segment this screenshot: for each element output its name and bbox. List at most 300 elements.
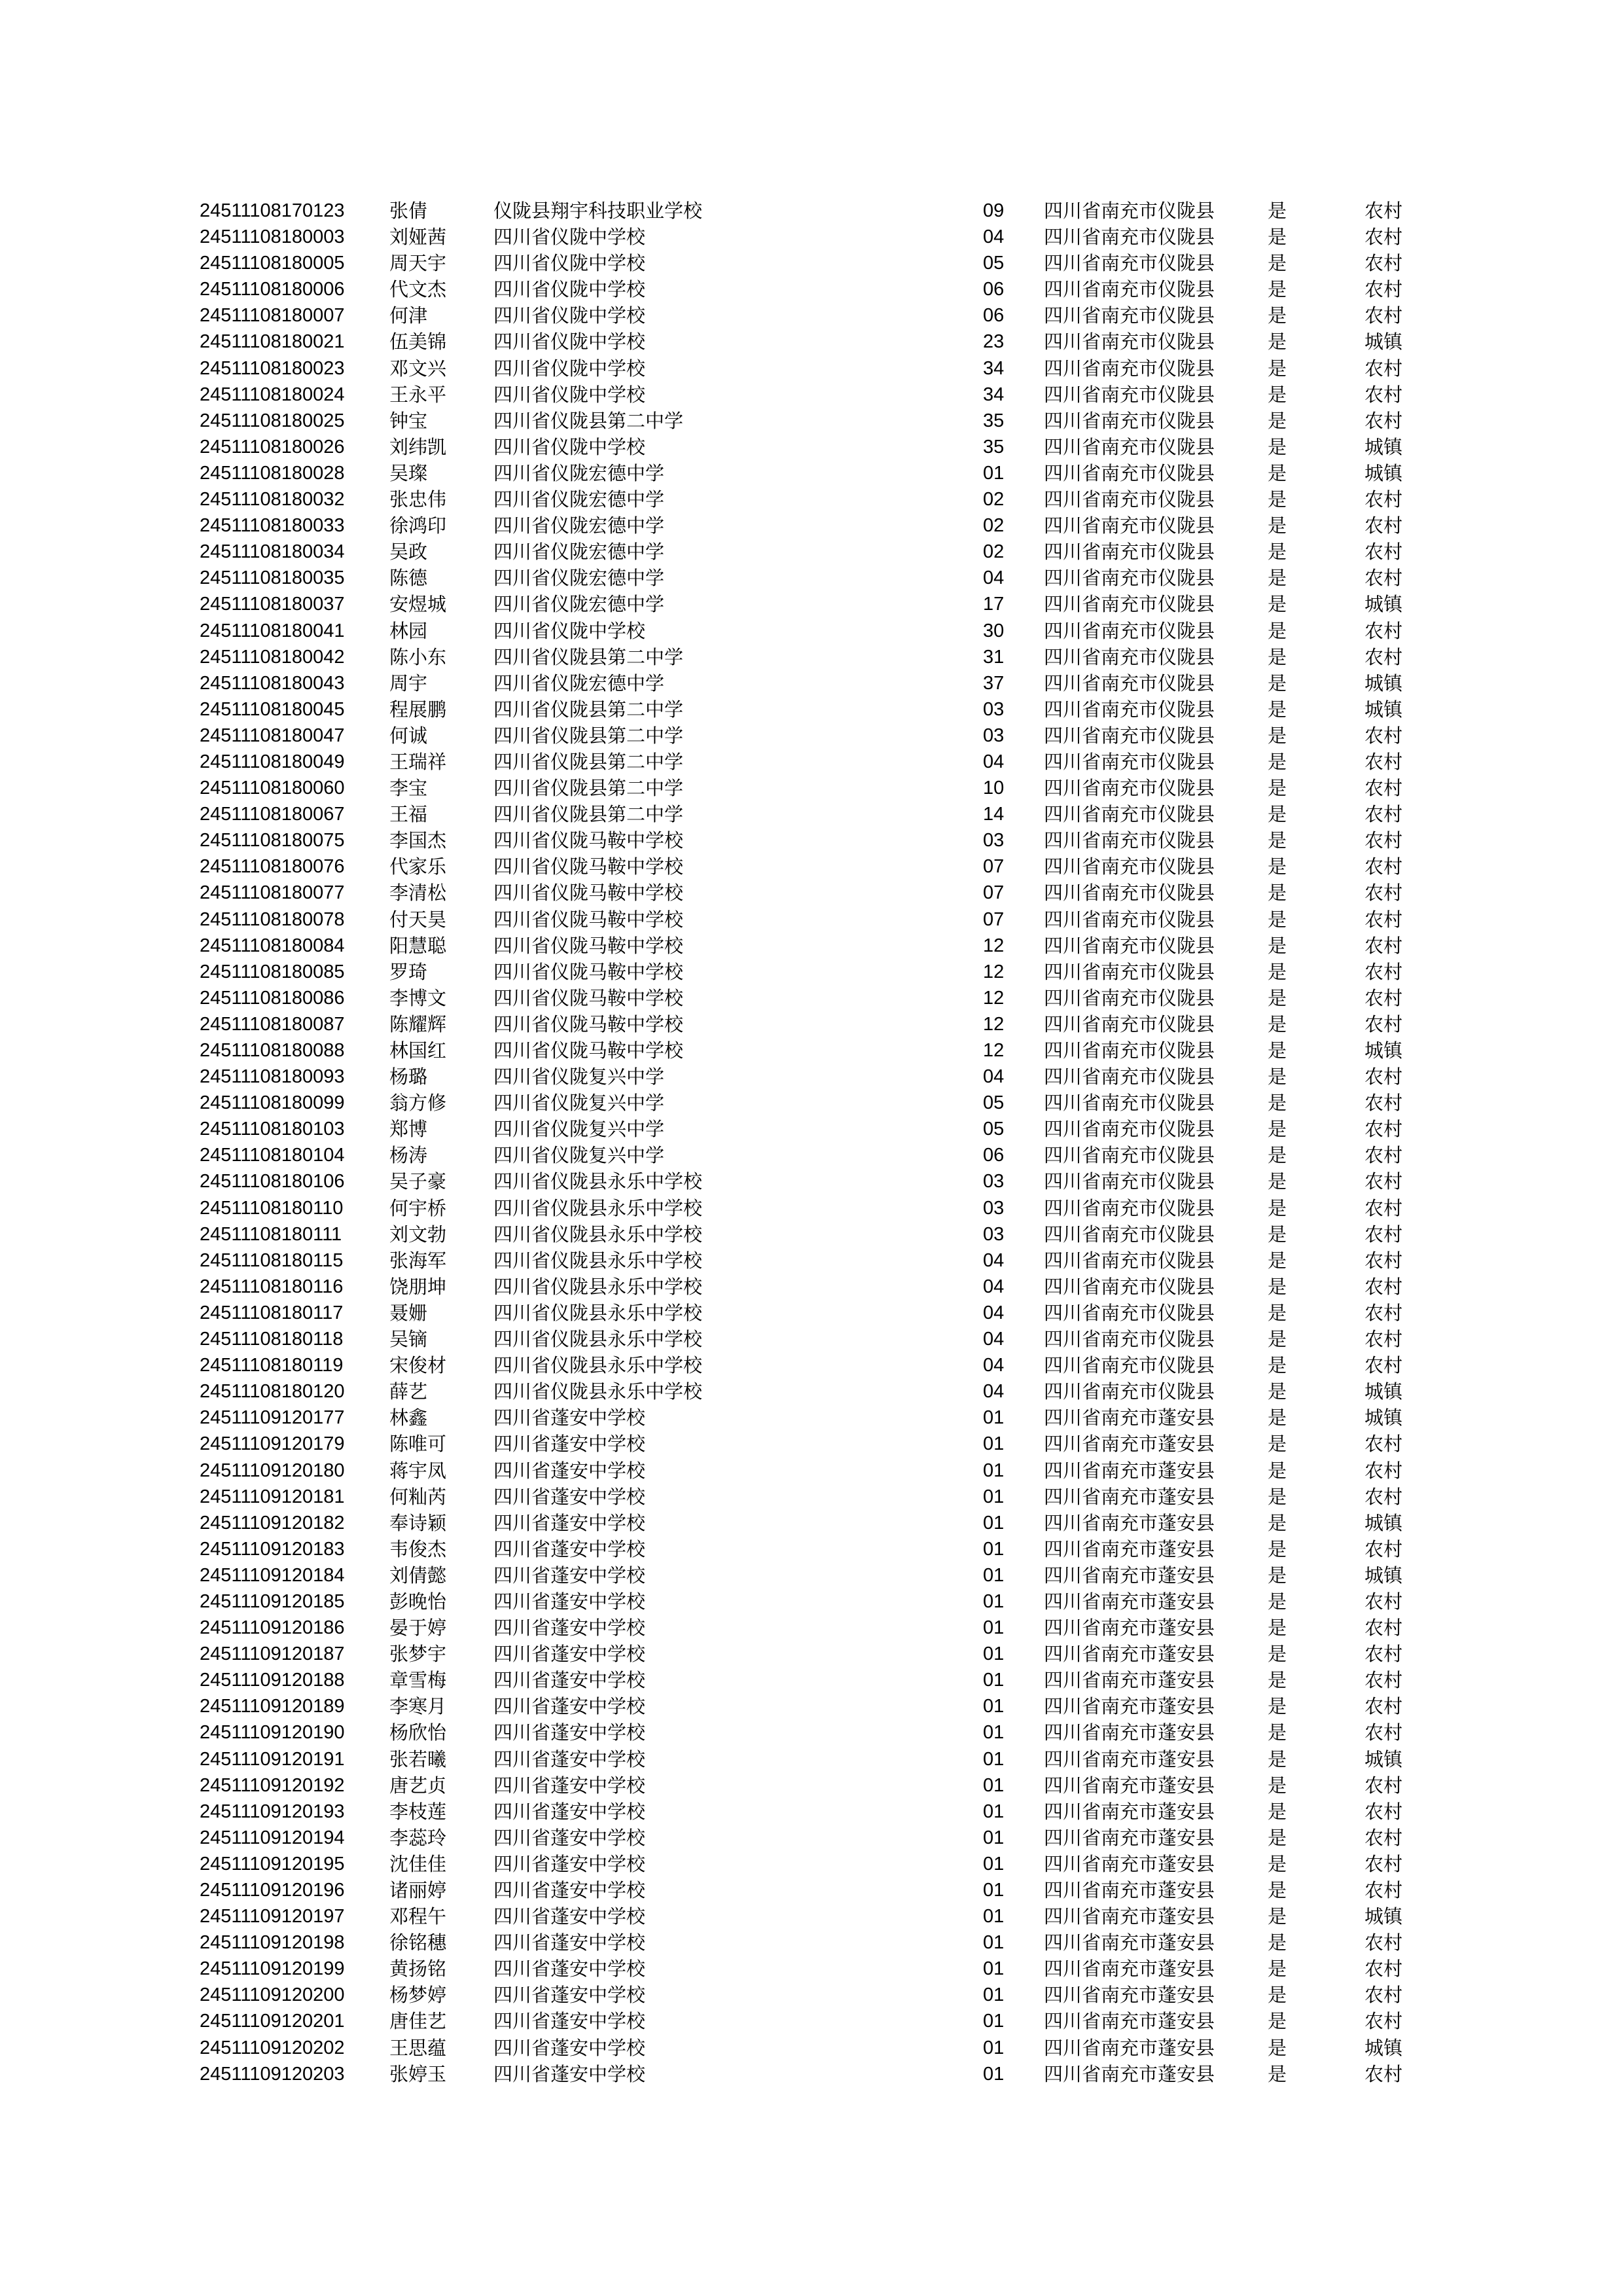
category-code: 04 xyxy=(983,1329,1005,1350)
category-code: 04 xyxy=(983,1066,1005,1088)
residence-type: 农村 xyxy=(1364,1118,1403,1141)
table-row xyxy=(200,460,1417,486)
table-row xyxy=(200,985,1417,1011)
region-name: 四川省南充市仪陇县 xyxy=(1044,1223,1215,1246)
table-row xyxy=(200,749,1417,775)
residence-type: 城镇 xyxy=(1364,2036,1403,2059)
residence-type: 农村 xyxy=(1364,278,1403,301)
school-name: 四川省蓬安中学校 xyxy=(493,1958,646,1981)
residence-type: 城镇 xyxy=(1364,593,1403,616)
student-name: 郑博 xyxy=(389,1118,428,1141)
eligibility-flag: 是 xyxy=(1268,619,1287,642)
region-name: 四川省南充市仪陇县 xyxy=(1044,750,1215,773)
table-row xyxy=(200,670,1417,696)
school-name: 四川省仪陇宏德中学 xyxy=(493,461,665,484)
student-name: 陈小东 xyxy=(389,645,447,668)
school-name: 仪陇县翔宇科技职业学校 xyxy=(493,200,703,222)
category-code: 12 xyxy=(983,1013,1005,1035)
category-code: 12 xyxy=(983,1040,1005,1061)
student-name: 何宇桥 xyxy=(389,1196,447,1219)
residence-type: 农村 xyxy=(1364,777,1403,800)
student-name: 王瑞祥 xyxy=(389,750,447,773)
category-code: 01 xyxy=(983,1774,1005,1796)
category-code: 01 xyxy=(983,1722,1005,1744)
category-code: 05 xyxy=(983,1119,1005,1140)
eligibility-flag: 是 xyxy=(1268,1485,1287,1508)
exam-number: 24511108180115 xyxy=(200,1249,344,1271)
student-name: 王思蕴 xyxy=(389,2036,447,2059)
table-row xyxy=(200,2008,1417,2034)
region-name: 四川省南充市仪陇县 xyxy=(1044,908,1215,931)
student-name: 陈唯可 xyxy=(389,1433,447,1456)
region-name: 四川省南充市仪陇县 xyxy=(1044,1013,1215,1035)
eligibility-flag: 是 xyxy=(1268,777,1287,800)
exam-number: 24511108180117 xyxy=(200,1302,344,1323)
student-name: 李宝 xyxy=(389,777,428,800)
student-name: 何籼芮 xyxy=(389,1485,447,1508)
table-row xyxy=(200,1667,1417,1693)
residence-type: 农村 xyxy=(1364,1013,1403,1035)
student-name: 章雪梅 xyxy=(389,1669,447,1692)
residence-type: 农村 xyxy=(1364,934,1403,957)
table-row xyxy=(200,198,1417,224)
table-row xyxy=(200,1195,1417,1221)
school-name: 四川省仪陇县第二中学 xyxy=(493,698,684,721)
eligibility-flag: 是 xyxy=(1268,855,1287,878)
exam-number: 24511108180035 xyxy=(200,567,345,589)
region-name: 四川省南充市仪陇县 xyxy=(1044,409,1215,432)
exam-number: 24511108180106 xyxy=(200,1171,345,1193)
category-code: 04 xyxy=(983,751,1005,772)
category-code: 01 xyxy=(983,1617,1005,1639)
student-name: 唐艺贞 xyxy=(389,1774,447,1797)
exam-number: 24511108180076 xyxy=(200,856,345,878)
category-code: 03 xyxy=(983,698,1005,720)
school-name: 四川省仪陇县永乐中学校 xyxy=(493,1223,703,1246)
region-name: 四川省南充市仪陇县 xyxy=(1044,672,1215,694)
region-name: 四川省南充市仪陇县 xyxy=(1044,803,1215,826)
region-name: 四川省南充市仪陇县 xyxy=(1044,986,1215,1009)
table-row xyxy=(200,1300,1417,1326)
school-name: 四川省仪陇马鞍中学校 xyxy=(493,829,684,852)
category-code: 01 xyxy=(983,1932,1005,1954)
region-name: 四川省南充市仪陇县 xyxy=(1044,461,1215,484)
exam-number: 24511109120202 xyxy=(200,2037,345,2058)
table-row xyxy=(200,276,1417,302)
school-name: 四川省仪陇马鞍中学校 xyxy=(493,986,684,1009)
table-row xyxy=(200,250,1417,276)
residence-type: 农村 xyxy=(1364,1958,1403,1981)
category-code: 01 xyxy=(983,1590,1005,1612)
region-name: 四川省南充市蓬安县 xyxy=(1044,1721,1215,1744)
school-name: 四川省蓬安中学校 xyxy=(493,1617,646,1640)
student-name: 吴政 xyxy=(389,541,428,564)
category-code: 04 xyxy=(983,1355,1005,1376)
category-code: 12 xyxy=(983,961,1005,982)
table-row xyxy=(200,1719,1417,1746)
table-row xyxy=(200,1431,1417,1457)
category-code: 01 xyxy=(983,1880,1005,1901)
residence-type: 城镇 xyxy=(1364,1511,1403,1534)
category-code: 03 xyxy=(983,1171,1005,1193)
eligibility-flag: 是 xyxy=(1268,1590,1287,1613)
category-code: 01 xyxy=(983,1460,1005,1481)
region-name: 四川省南充市仪陇县 xyxy=(1044,593,1215,616)
table-row xyxy=(200,1693,1417,1719)
category-code: 35 xyxy=(983,410,1005,431)
region-name: 四川省南充市仪陇县 xyxy=(1044,1039,1215,1062)
exam-number: 24511109120188 xyxy=(200,1670,345,1691)
student-name: 李国杰 xyxy=(389,829,447,852)
residence-type: 城镇 xyxy=(1364,1039,1403,1062)
school-name: 四川省仪陇县第二中学 xyxy=(493,777,684,800)
residence-type: 农村 xyxy=(1364,1669,1403,1692)
residence-type: 农村 xyxy=(1364,1984,1403,2007)
residence-type: 农村 xyxy=(1364,226,1403,249)
exam-number: 24511108180111 xyxy=(200,1223,342,1245)
exam-number: 24511108180006 xyxy=(200,279,345,300)
school-name: 四川省仪陇宏德中学 xyxy=(493,593,665,616)
region-name: 四川省南充市蓬安县 xyxy=(1044,1407,1215,1429)
residence-type: 农村 xyxy=(1364,619,1403,642)
exam-number: 24511108180025 xyxy=(200,410,345,431)
residence-type: 农村 xyxy=(1364,1800,1403,1823)
student-name: 阳慧聪 xyxy=(389,934,447,957)
school-name: 四川省蓬安中学校 xyxy=(493,1511,646,1534)
category-code: 04 xyxy=(983,226,1005,248)
exam-number: 24511108180028 xyxy=(200,462,345,484)
exam-number: 24511109120184 xyxy=(200,1564,345,1586)
school-name: 四川省蓬安中学校 xyxy=(493,1407,646,1429)
table-row xyxy=(200,644,1417,670)
student-name: 林鑫 xyxy=(389,1407,428,1429)
school-name: 四川省仪陇马鞍中学校 xyxy=(493,1013,684,1035)
category-code: 03 xyxy=(983,1197,1005,1219)
region-name: 四川省南充市蓬安县 xyxy=(1044,1485,1215,1508)
school-name: 四川省蓬安中学校 xyxy=(493,1537,646,1560)
school-name: 四川省仪陇县永乐中学校 xyxy=(493,1354,703,1377)
region-name: 四川省南充市仪陇县 xyxy=(1044,724,1215,747)
student-name: 刘纬凯 xyxy=(389,435,447,458)
region-name: 四川省南充市仪陇县 xyxy=(1044,960,1215,983)
student-name: 陈德 xyxy=(389,567,428,590)
school-name: 四川省仪陇马鞍中学校 xyxy=(493,960,684,983)
region-name: 四川省南充市仪陇县 xyxy=(1044,331,1215,353)
student-name: 罗琦 xyxy=(389,960,428,983)
table-row xyxy=(200,1378,1417,1405)
category-code: 01 xyxy=(983,2011,1005,2032)
school-name: 四川省仪陇县永乐中学校 xyxy=(493,1196,703,1219)
eligibility-flag: 是 xyxy=(1268,1905,1287,1928)
category-code: 09 xyxy=(983,200,1005,221)
school-name: 四川省仪陇中学校 xyxy=(493,619,646,642)
eligibility-flag: 是 xyxy=(1268,304,1287,327)
table-row xyxy=(200,1458,1417,1484)
region-name: 四川省南充市仪陇县 xyxy=(1044,383,1215,406)
category-code: 01 xyxy=(983,1407,1005,1429)
exam-number: 24511108180067 xyxy=(200,804,345,825)
category-code: 31 xyxy=(983,646,1005,668)
residence-type: 城镇 xyxy=(1364,1748,1403,1770)
school-name: 四川省蓬安中学校 xyxy=(493,1695,646,1718)
residence-type: 农村 xyxy=(1364,960,1403,983)
category-code: 01 xyxy=(983,1564,1005,1586)
eligibility-flag: 是 xyxy=(1268,1354,1287,1377)
exam-number: 24511108180005 xyxy=(200,253,345,274)
category-code: 01 xyxy=(983,1906,1005,1928)
school-name: 四川省仪陇中学校 xyxy=(493,304,646,327)
school-name: 四川省仪陇中学校 xyxy=(493,278,646,301)
category-code: 04 xyxy=(983,1249,1005,1271)
region-name: 四川省南充市仪陇县 xyxy=(1044,1196,1215,1219)
category-code: 34 xyxy=(983,357,1005,379)
residence-type: 农村 xyxy=(1364,252,1403,275)
region-name: 四川省南充市仪陇县 xyxy=(1044,1092,1215,1115)
eligibility-flag: 是 xyxy=(1268,1249,1287,1272)
student-name: 张若曦 xyxy=(389,1748,447,1770)
school-name: 四川省蓬安中学校 xyxy=(493,1590,646,1613)
exam-number: 24511109120191 xyxy=(200,1748,345,1770)
region-name: 四川省南充市仪陇县 xyxy=(1044,882,1215,905)
eligibility-flag: 是 xyxy=(1268,1564,1287,1587)
residence-type: 城镇 xyxy=(1364,435,1403,458)
category-code: 01 xyxy=(983,1512,1005,1534)
eligibility-flag: 是 xyxy=(1268,593,1287,616)
eligibility-flag: 是 xyxy=(1268,1958,1287,1981)
category-code: 23 xyxy=(983,331,1005,353)
school-name: 四川省蓬安中学校 xyxy=(493,1905,646,1928)
eligibility-flag: 是 xyxy=(1268,1118,1287,1141)
student-name: 韦俊杰 xyxy=(389,1537,447,1560)
category-code: 12 xyxy=(983,935,1005,956)
exam-number: 24511108180110 xyxy=(200,1197,344,1219)
residence-type: 农村 xyxy=(1364,514,1403,537)
region-name: 四川省南充市仪陇县 xyxy=(1044,252,1215,275)
student-name: 薛艺 xyxy=(389,1380,428,1403)
exam-number: 24511108180103 xyxy=(200,1119,345,1140)
table-row xyxy=(200,1562,1417,1588)
exam-number: 24511109120201 xyxy=(200,2011,345,2032)
category-code: 02 xyxy=(983,541,1005,563)
student-name: 刘文勃 xyxy=(389,1223,447,1246)
student-name: 周天宇 xyxy=(389,252,447,275)
residence-type: 农村 xyxy=(1364,304,1403,327)
exam-number: 24511109120182 xyxy=(200,1512,345,1534)
student-name: 唐佳艺 xyxy=(389,2010,447,2033)
student-name: 张忠伟 xyxy=(389,488,447,511)
school-name: 四川省仪陇宏德中学 xyxy=(493,541,665,564)
student-name: 李枝莲 xyxy=(389,1800,447,1823)
region-name: 四川省南充市蓬安县 xyxy=(1044,1852,1215,1875)
category-code: 01 xyxy=(983,1827,1005,1848)
school-name: 四川省仪陇县第二中学 xyxy=(493,803,684,826)
eligibility-flag: 是 xyxy=(1268,435,1287,458)
exam-number: 24511109120193 xyxy=(200,1801,345,1822)
school-name: 四川省仪陇县永乐中学校 xyxy=(493,1170,703,1193)
region-name: 四川省南充市蓬安县 xyxy=(1044,1695,1215,1718)
region-name: 四川省南充市仪陇县 xyxy=(1044,200,1215,222)
region-name: 四川省南充市仪陇县 xyxy=(1044,777,1215,800)
school-name: 四川省仪陇复兴中学 xyxy=(493,1118,665,1141)
category-code: 02 xyxy=(983,489,1005,511)
category-code: 17 xyxy=(983,594,1005,615)
residence-type: 农村 xyxy=(1364,567,1403,590)
table-row xyxy=(200,1484,1417,1510)
student-name: 蒋宇凤 xyxy=(389,1459,447,1482)
table-row xyxy=(200,1615,1417,1641)
eligibility-flag: 是 xyxy=(1268,1852,1287,1875)
exam-number: 24511108180086 xyxy=(200,987,345,1009)
residence-type: 农村 xyxy=(1364,1170,1403,1193)
table-row xyxy=(200,1064,1417,1090)
residence-type: 农村 xyxy=(1364,829,1403,852)
residence-type: 农村 xyxy=(1364,1328,1403,1351)
region-name: 四川省南充市蓬安县 xyxy=(1044,1800,1215,1823)
residence-type: 城镇 xyxy=(1364,331,1403,353)
exam-number: 24511108170123 xyxy=(200,200,345,221)
region-name: 四川省南充市蓬安县 xyxy=(1044,1931,1215,1954)
table-row xyxy=(200,1799,1417,1825)
school-name: 四川省仪陇复兴中学 xyxy=(493,1092,665,1115)
category-code: 04 xyxy=(983,567,1005,589)
school-name: 四川省仪陇宏德中学 xyxy=(493,514,665,537)
residence-type: 农村 xyxy=(1364,1354,1403,1377)
residence-type: 农村 xyxy=(1364,1301,1403,1324)
exam-number: 24511108180120 xyxy=(200,1381,345,1403)
exam-number: 24511109120200 xyxy=(200,1984,345,2006)
category-code: 01 xyxy=(983,1853,1005,1874)
eligibility-flag: 是 xyxy=(1268,1748,1287,1770)
table-row xyxy=(200,486,1417,512)
exam-number: 24511109120180 xyxy=(200,1460,345,1481)
region-name: 四川省南充市蓬安县 xyxy=(1044,1590,1215,1613)
student-name: 程展鹏 xyxy=(389,698,447,721)
school-name: 四川省仪陇县第二中学 xyxy=(493,750,684,773)
category-code: 01 xyxy=(983,1696,1005,1717)
eligibility-flag: 是 xyxy=(1268,541,1287,564)
school-name: 四川省蓬安中学校 xyxy=(493,2010,646,2033)
school-name: 四川省仪陇马鞍中学校 xyxy=(493,1039,684,1062)
school-name: 四川省仪陇中学校 xyxy=(493,357,646,380)
region-name: 四川省南充市仪陇县 xyxy=(1044,1275,1215,1298)
eligibility-flag: 是 xyxy=(1268,200,1287,222)
student-name: 邓程午 xyxy=(389,1905,447,1928)
residence-type: 农村 xyxy=(1364,2062,1403,2085)
residence-type: 农村 xyxy=(1364,1459,1403,1482)
student-name: 付天昊 xyxy=(389,908,447,931)
table-row xyxy=(200,1116,1417,1142)
region-name: 四川省南充市仪陇县 xyxy=(1044,567,1215,590)
school-name: 四川省仪陇中学校 xyxy=(493,226,646,249)
student-name: 彭晚怡 xyxy=(389,1590,447,1613)
exam-number: 24511108180049 xyxy=(200,751,345,772)
region-name: 四川省南充市仪陇县 xyxy=(1044,829,1215,852)
table-row xyxy=(200,1746,1417,1772)
category-code: 04 xyxy=(983,1276,1005,1297)
student-name: 杨欣怡 xyxy=(389,1721,447,1744)
school-name: 四川省仪陇宏德中学 xyxy=(493,488,665,511)
eligibility-flag: 是 xyxy=(1268,672,1287,694)
exam-number: 24511108180078 xyxy=(200,908,345,930)
exam-number: 24511108180077 xyxy=(200,882,345,904)
residence-type: 农村 xyxy=(1364,357,1403,380)
region-name: 四川省南充市仪陇县 xyxy=(1044,1118,1215,1141)
category-code: 01 xyxy=(983,1643,1005,1665)
school-name: 四川省蓬安中学校 xyxy=(493,1433,646,1456)
eligibility-flag: 是 xyxy=(1268,1643,1287,1666)
eligibility-flag: 是 xyxy=(1268,829,1287,852)
student-name: 李清松 xyxy=(389,882,447,905)
region-name: 四川省南充市仪陇县 xyxy=(1044,1170,1215,1193)
residence-type: 农村 xyxy=(1364,1774,1403,1797)
region-name: 四川省南充市仪陇县 xyxy=(1044,357,1215,380)
exam-number: 24511109120196 xyxy=(200,1880,345,1901)
region-name: 四川省南充市蓬安县 xyxy=(1044,1774,1215,1797)
table-row xyxy=(200,1352,1417,1378)
eligibility-flag: 是 xyxy=(1268,514,1287,537)
category-code: 34 xyxy=(983,384,1005,405)
residence-type: 城镇 xyxy=(1364,1564,1403,1587)
school-name: 四川省蓬安中学校 xyxy=(493,1748,646,1770)
eligibility-flag: 是 xyxy=(1268,645,1287,668)
table-row xyxy=(200,434,1417,460)
category-code: 07 xyxy=(983,908,1005,930)
student-name: 徐铭穗 xyxy=(389,1931,447,1954)
residence-type: 城镇 xyxy=(1364,1380,1403,1403)
region-name: 四川省南充市仪陇县 xyxy=(1044,304,1215,327)
student-name: 杨梦婷 xyxy=(389,1984,447,2007)
table-row xyxy=(200,801,1417,827)
region-name: 四川省南充市仪陇县 xyxy=(1044,435,1215,458)
table-row xyxy=(200,827,1417,853)
student-name: 张梦宇 xyxy=(389,1643,447,1666)
category-code: 02 xyxy=(983,515,1005,537)
school-name: 四川省仪陇县永乐中学校 xyxy=(493,1380,703,1403)
school-name: 四川省蓬安中学校 xyxy=(493,1800,646,1823)
residence-type: 农村 xyxy=(1364,908,1403,931)
school-name: 四川省蓬安中学校 xyxy=(493,1879,646,1901)
residence-type: 农村 xyxy=(1364,1643,1403,1666)
student-name: 聂姗 xyxy=(389,1301,428,1324)
eligibility-flag: 是 xyxy=(1268,1144,1287,1167)
category-code: 01 xyxy=(983,462,1005,484)
student-name: 张海军 xyxy=(389,1249,447,1272)
student-name: 奉诗颖 xyxy=(389,1511,447,1534)
table-row xyxy=(200,1851,1417,1877)
region-name: 四川省南充市仪陇县 xyxy=(1044,226,1215,249)
eligibility-flag: 是 xyxy=(1268,908,1287,931)
student-name: 吴子豪 xyxy=(389,1170,447,1193)
student-name: 杨璐 xyxy=(389,1066,428,1088)
student-name: 林园 xyxy=(389,619,428,642)
student-name: 何诚 xyxy=(389,724,428,747)
region-name: 四川省南充市仪陇县 xyxy=(1044,645,1215,668)
table-row xyxy=(200,302,1417,329)
residence-type: 农村 xyxy=(1364,855,1403,878)
table-row xyxy=(200,1772,1417,1799)
exam-number: 24511109120181 xyxy=(200,1486,345,1507)
category-code: 04 xyxy=(983,1302,1005,1323)
region-name: 四川省南充市蓬安县 xyxy=(1044,1879,1215,1901)
region-name: 四川省南充市仪陇县 xyxy=(1044,541,1215,564)
region-name: 四川省南充市蓬安县 xyxy=(1044,1511,1215,1534)
exam-number: 24511109120189 xyxy=(200,1696,345,1717)
category-code: 05 xyxy=(983,253,1005,274)
student-name: 代家乐 xyxy=(389,855,447,878)
eligibility-flag: 是 xyxy=(1268,357,1287,380)
school-name: 四川省仪陇马鞍中学校 xyxy=(493,934,684,957)
residence-type: 农村 xyxy=(1364,1852,1403,1875)
